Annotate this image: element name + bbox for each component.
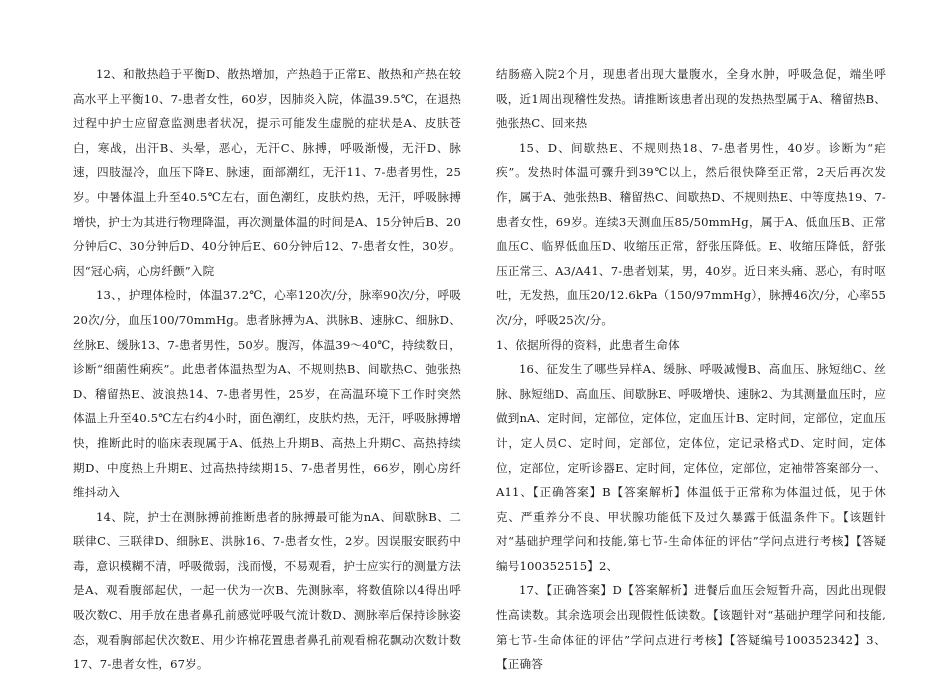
left-text-column	[73, 62, 461, 677]
paragraph-item-13: 13、，护理体检时，体温37.2℃，心率120次/分，脉率90次/分，呼吸20次/分，血压100/70mmHg。患者脉搏为A、洪脉B、速脉C、细脉D、丝脉E、缓脉13、7-患者男性，50岁。腹泻，体温39～40℃，持续数日，诊断“细菌性痢疾”。此患者体温热型为A、不规则热B、间歇热C、弛张热D、稽留热E、波浪热14、7-患者男性，25岁，在高温环境下工作时突然体温上升至40.5℃左右约4小时，面色潮红，皮肤灼热，无汗，呼吸脉搏增快，推断此时的临床表现属于A、低热上升期B、高热上升期C、高热持续期D、中度热上升期E、过高热持续期15、7-患者男性，66岁，刚心房纤维抖动入	[73, 288, 461, 500]
paragraph-continuation: 结肠癌入院2个月，现患者出现大量腹水，全身水肿，呼吸急促，端坐呼吸，近1周出现稽性发热。请推断该患者出现的发热热型属于A、稽留热B、弛张热C、回来热	[496, 67, 886, 131]
right-text-column	[496, 62, 886, 677]
paragraph-item-14: 14、院，护士在测脉搏前推断患者的脉搏最可能为nA、间歇脉B、二联律C、三联律D、细脉E、洪脉16、7-患者女性，2岁。因误服安眠药中毒，意识模糊不清，呼吸微弱，浅而慢，不易观看，护士应实行的测量方法是A、观看腹部起伏，一起一伏为一次B、先测脉率，将数值除以4得出呼吸次数C、用手放在患者鼻孔前感觉呼吸气流计数D、测脉率后保持诊脉姿态，观看胸部起伏次数E、用少许棉花置患者鼻孔前观看棉花飘动次数计数17、7-患者女性，67岁。	[73, 509, 461, 672]
paragraph-item-16: 16、征发生了哪些异样A、缓脉、呼吸减慢B、高血压、脉短绌C、丝脉、脉短绌D、高血压、间歇脉E、呼吸增快、速脉2、为其测量血压时，应做到nA、定时间，定部位，定体位，定血压计B、定时间，定部位，定血压计，定人员C、定时间，定部位，定体位，定记录格式D、定时间，定体位，定部位，定听诊器E、定时间，定体位，定部位，定袖带答案部分一、A11、【正确答案】B【答案解析】体温低于正常称为体温过低，见于休克、严重养分不良、甲状腺功能低下及过久暴露于低温条件下。【该题针对“基础护理学问和技能,第七节-生命体征的评估”学问点进行考核】【答疑编号100352515】2、	[496, 362, 886, 573]
paragraph-item-15: 15、D、间歇热E、不规则热18、7-患者男性，40岁。诊断为“疟疾”。发热时体温可骤升到39℃以上，然后很快降至正常，2天后再次发作，属于A、弛张热B、稽留热C、间歇热D、不规则热E、中等度热19、7-患者女性，69岁。连续3天测血压85/50mmHg，属于A、低血压B、正常血压C、临界低血压D、收缩压正常，舒张压降低。E、收缩压降低，舒张压正常三、A3/A41、7-患者划某，男，40岁。近日来头痛、恶心，有时呕吐，无发热，血压20/12.6kPa（150/97mmHg），脉搏46次/分，心率55次/分，呼吸25次/分。	[496, 140, 886, 327]
paragraph-sub-question-1: 1、依据所得的资料，此患者生命体	[496, 337, 680, 352]
paragraph-item-17: 17、【正确答案】D【答案解析】进餐后血压会短暂升高，因此出现假性高读数。其余选项会出现假性低读数。【该题针对“基础护理学问和技能,第七节-生命体征的评估”学问点进行考核】【答疑编号100352342】3、【正确答	[496, 583, 886, 672]
paragraph-item-12: 12、和散热趋于平衡D、散热增加，产热趋于正常E、散热和产热在较高水平上平衡10、7-患者女性，60岁，因肺炎入院，体温39.5℃，在退热过程中护士应留意监测患者状况，提示可能发生虚脱的症状是A、皮肤苍白，寒战，出汗B、头晕，恶心，无汗C、脉搏，呼吸渐慢，无汗D、脉速，四肢湿冷，血压下降E、脉速，面部潮红，无汗11、7-患者男性，25岁。中暑体温上升至40.5℃左右，面色潮红，皮肤灼热，无汗，呼吸脉搏增快，护士为其进行物理降温，再次测量体温的时间是A、15分钟后B、20分钟后C、30分钟后D、40分钟后E、60分钟后12、7-患者女性，30岁。因“冠心病，心房纤颤”入院	[73, 67, 461, 278]
